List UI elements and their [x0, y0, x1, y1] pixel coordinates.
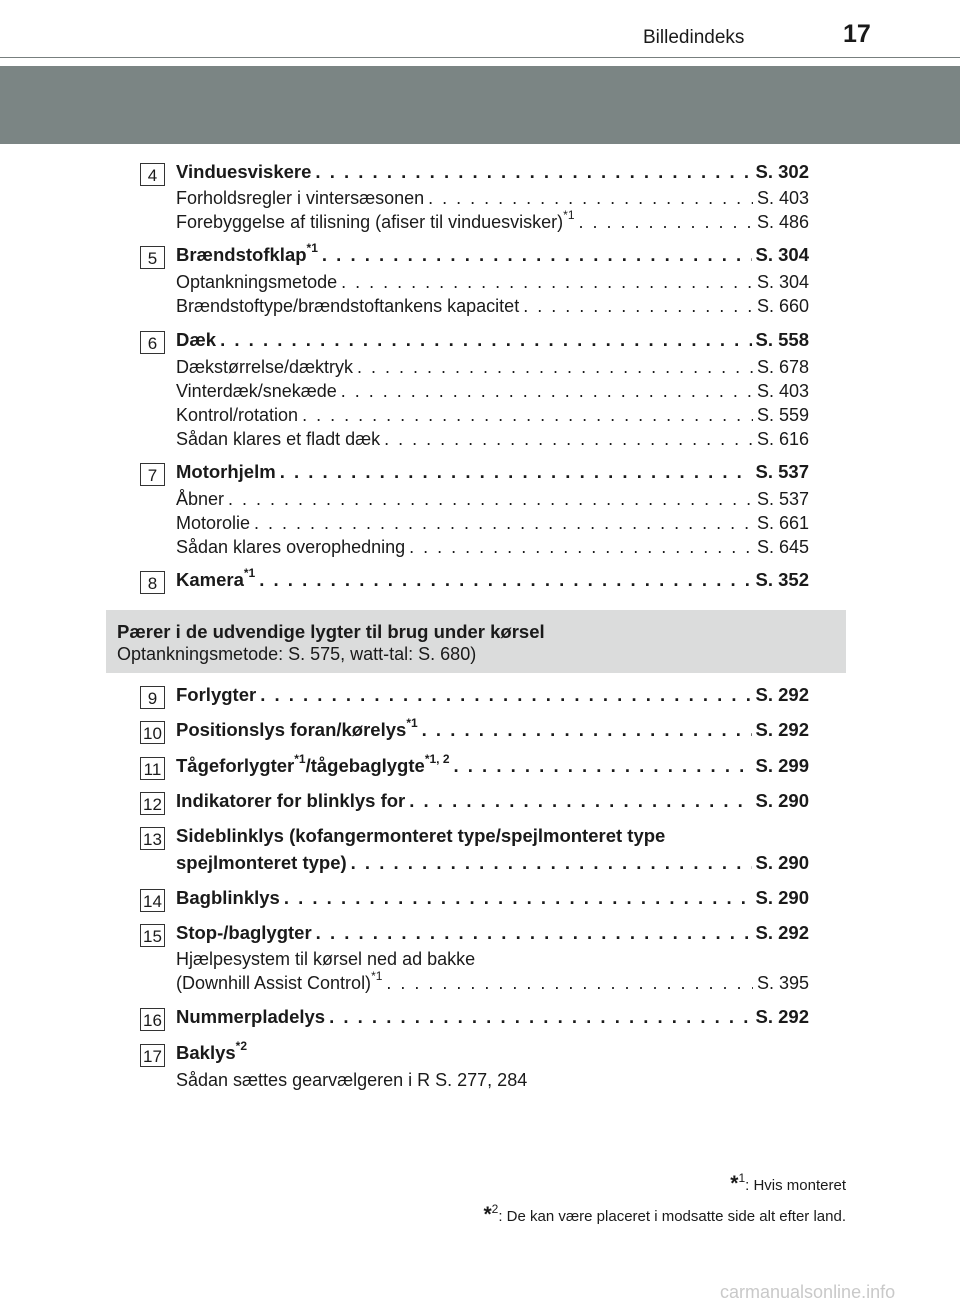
- page-ref: S. 486: [756, 212, 809, 232]
- index-badge: 10: [140, 721, 165, 744]
- entry-main[interactable]: [176, 852, 809, 876]
- entry-label: Motorhjelm: [176, 461, 276, 482]
- page-ref: S. 645: [756, 537, 809, 557]
- entry-label: Tågeforlygter$^{*1}$/tågebaglygte$^{*1, 2}$: [176, 751, 450, 776]
- page-ref: S. 292: [755, 922, 809, 943]
- entry-label: Optankningsmetode: [176, 272, 338, 292]
- entry-label: Sådan klares overophedning: [176, 537, 406, 557]
- footnote-marker: *1: [306, 240, 318, 255]
- entry-label: Dækstørrelse/dæktryk: [176, 357, 354, 377]
- section-box: [106, 610, 846, 673]
- page-ref: S. 290: [755, 887, 809, 908]
- page-ref: S. 559: [756, 405, 809, 425]
- entry-label: Positionslys foran/kørelys$^{*1}$: [176, 715, 418, 740]
- header-title: Billedindeks: [643, 27, 745, 48]
- index-badge: 11: [140, 757, 165, 780]
- page-ref: S. 304: [756, 272, 809, 292]
- index-badge: 16: [140, 1008, 165, 1031]
- page-ref: S. 537: [755, 461, 809, 482]
- entry-sub[interactable]: [176, 969, 809, 997]
- index-badge: 5: [140, 246, 165, 269]
- index-badge: 15: [140, 924, 165, 947]
- footnote-marker: *1: [563, 208, 575, 222]
- entry-label: Vinterdæk/snekæde: [176, 381, 337, 401]
- entry-main[interactable]: [176, 565, 809, 593]
- entry-main[interactable]: [176, 161, 809, 185]
- section-subtitle: Optankningsmetode: S. 575, watt-tal: S. 680): [117, 644, 477, 664]
- page-ref: S. 292: [755, 1006, 809, 1027]
- entry-main[interactable]: [176, 790, 809, 814]
- header-rule: [0, 57, 960, 58]
- index-badge: 4: [140, 163, 165, 186]
- footnote-marker: *1: [294, 751, 306, 766]
- entry-main[interactable]: [176, 240, 809, 268]
- page-number: 17: [843, 20, 871, 48]
- entry-sub[interactable]: [176, 272, 809, 296]
- entry-label: Indikatorer for blinklys for: [176, 790, 406, 811]
- entry-label: Nummerpladelys: [176, 1006, 326, 1027]
- entry-sub[interactable]: [176, 296, 809, 320]
- index-badge: 6: [140, 331, 165, 354]
- section-title: Pærer i de udvendige lygter til brug under kørsel: [117, 621, 545, 642]
- entry-label: Motorolie: [176, 513, 251, 533]
- footnote-marker: *1: [243, 565, 256, 580]
- entry-label: Forebyggelse af tilisning (afiser til vinduesvisker)$^{*1}$: [176, 208, 575, 232]
- entry-sub[interactable]: [176, 381, 809, 405]
- entry-sub[interactable]: [176, 537, 809, 561]
- index-badge: 17: [140, 1044, 165, 1067]
- entry-label: (Downhill Assist Control)$^{*1}$: [176, 969, 383, 993]
- entry-main[interactable]: [176, 715, 809, 743]
- entry-label: Vinduesviskere: [176, 161, 312, 182]
- page-ref: S. 661: [756, 513, 809, 533]
- entry-label: Brændstoftype/brændstoftankens kapacitet: [176, 296, 520, 316]
- page-ref: S. 558: [755, 329, 809, 350]
- entry-label: Stop-/baglygter: [176, 922, 312, 943]
- watermark: carmanualsonline.info: [720, 1282, 896, 1302]
- entry-label: Kamera$^{*1}$: [176, 565, 256, 590]
- entry-label[interactable]: Baklys$^{*2}$: [176, 1038, 247, 1063]
- index-badge: 12: [140, 792, 165, 815]
- footnote: *$^2$: De kan være placeret i modsatte side alt efter land.: [483, 1202, 846, 1226]
- entry-label: Sådan klares et fladt dæk: [176, 429, 381, 449]
- header-banner: [0, 66, 960, 144]
- page-ref: S. 395: [756, 973, 809, 993]
- entry-sub[interactable]: [176, 405, 809, 429]
- entry-sub-label[interactable]: Sådan sættes gearvælgeren i R S. 277, 284: [176, 1070, 528, 1090]
- entry-sub[interactable]: [176, 357, 809, 381]
- page-ref: S. 292: [755, 684, 809, 705]
- page-ref: S. 403: [756, 381, 809, 401]
- page-ref: S. 292: [755, 719, 809, 740]
- index-badge: 14: [140, 889, 165, 912]
- footnote: *$^1$: Hvis monteret: [730, 1171, 846, 1195]
- entry-main[interactable]: [176, 1006, 809, 1030]
- entry-main[interactable]: [176, 887, 809, 911]
- page-ref: S. 299: [755, 755, 809, 776]
- page-ref: S. 304: [755, 244, 809, 265]
- footnote-marker: *1: [371, 969, 383, 983]
- entry-label: spejlmonteret type): [176, 852, 347, 873]
- index-badge: 7: [140, 463, 165, 486]
- entry-label: Forholdsregler i vintersæsonen: [176, 188, 425, 208]
- page-ref: S. 678: [756, 357, 809, 377]
- entry-main[interactable]: [176, 922, 809, 946]
- entry-sub[interactable]: [176, 208, 809, 236]
- page-ref: S. 537: [756, 489, 809, 509]
- index-badge: 13: [140, 827, 165, 850]
- entry-label: Brændstofklap$^{*1}$: [176, 240, 318, 265]
- footnote-marker: *2: [235, 1038, 247, 1053]
- page-ref: S. 616: [756, 429, 809, 449]
- entry-label: Åbner: [176, 489, 225, 509]
- footnote-marker: *1, 2: [424, 751, 450, 766]
- entry-sub-label: Hjælpesystem til kørsel ned ad bakke: [176, 949, 476, 969]
- entry-label: Forlygter: [176, 684, 257, 705]
- entry-main[interactable]: [176, 329, 809, 353]
- entry-sub[interactable]: [176, 513, 809, 537]
- entry-label: Dæk: [176, 329, 217, 350]
- index-badge: 8: [140, 571, 165, 594]
- entry-main[interactable]: [176, 684, 809, 708]
- entry-main[interactable]: [176, 751, 809, 779]
- entry-label: Kontrol/rotation: [176, 405, 299, 425]
- entry-sub[interactable]: [176, 188, 809, 212]
- page-ref: S. 403: [756, 188, 809, 208]
- entry-sub[interactable]: [176, 489, 809, 513]
- page-ref: S. 290: [755, 852, 809, 873]
- entry-main[interactable]: [176, 461, 809, 485]
- index-badge: 9: [140, 686, 165, 709]
- footnote-marker: *1: [406, 715, 418, 730]
- page-ref: S. 290: [755, 790, 809, 811]
- page-ref: S. 660: [756, 296, 809, 316]
- entry-sub[interactable]: [176, 429, 809, 453]
- page-ref: S. 352: [755, 569, 809, 590]
- entry-label: Sideblinklys (kofangermonteret type/spejlmonteret type: [176, 825, 666, 846]
- page-ref: S. 302: [755, 161, 809, 182]
- entry-label: Bagblinklys: [176, 887, 280, 908]
